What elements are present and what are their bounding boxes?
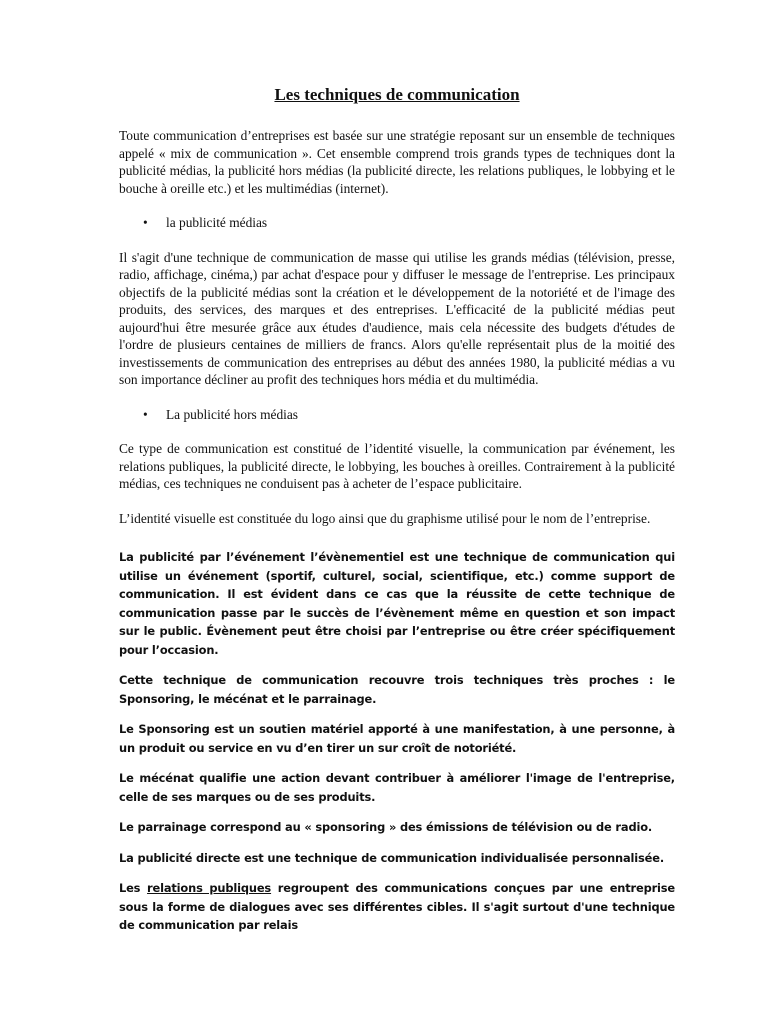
intro-paragraph: Toute communication d’entreprises est basée sur une stratégie reposant sur un ensemble de techniques appelé « mix de communication ». Cet ensemble comprend trois grands types de techniques dont la publicité médias, la publicité hors médias (la publicité directe, les relations publiques, le lobbying et le bouche à oreille etc.) et les multimédias (internet). bbox=[119, 128, 675, 196]
document-page bbox=[119, 84, 675, 947]
relations-prefix: Les bbox=[119, 881, 148, 895]
bullet-item-publicite-medias bbox=[119, 214, 675, 232]
bullet-dot-icon: • bbox=[143, 406, 148, 422]
bullet-list bbox=[119, 214, 675, 232]
paragraph-publicite-medias: Il s'agit d'une technique de communication de masse qui utilise les grands médias (télévision, presse, radio, affichage, cinéma,) par achat d'espace pour y diffuser le message de l'entreprise. Les principaux objectifs de la publicité médias sont la création et le développement de la notoriété et de l'image des produits, des services, des marques et des entreprises. L'efficacité de la publicité médias peut aujourd'hui être mesurée grâce aux études d'audience, mais cela nécessite des budgets d'études de l'ordre de plusieurs centaines de milliers de francs. Alors qu'elle représentait plus de la moitié des investissements de communication des entreprises au début des années 1980, la publicité médias a vu son importance décliner au profit des techniques hors média et du multimédia. bbox=[119, 249, 675, 387]
paragraph-relations-publiques bbox=[119, 879, 675, 935]
paragraph-evenementiel: La publicité par l’événement l’évènementiel est une technique de communication qui utilise un événement (sportif, culturel, social, scientifique, etc.) comme support de communication. Il est évident dans ce cas que la réussite de cette technique de communication passe par le succès de l’évènement même en question et son impact sur le public. Évènement peut être choisi par l’entreprise ou être créer spécifiquement pour l’occasion. bbox=[119, 550, 675, 657]
bullet-dot-icon: • bbox=[143, 215, 148, 230]
bullet-item-publicite-hors-medias bbox=[119, 406, 675, 424]
bullet-list bbox=[119, 406, 675, 424]
paragraph-trois-techniques: Cette technique de communication recouvre trois techniques très proches : le Sponsoring, le mécénat et le parrainage. bbox=[119, 673, 675, 706]
paragraph-parrainage: Le parrainage correspond au « sponsoring » des émissions de télévision ou de radio. bbox=[119, 820, 653, 834]
document-title: Les techniques de communication bbox=[274, 85, 520, 104]
relations-rest: regroupent des communications conçues par une entreprise sous la forme de dialogues avec ses différentes cibles. Il s'agit surtout d'une technique de communication par relais bbox=[119, 881, 675, 932]
paragraph-mecenat: Le mécénat qualifie une action devant contribuer à améliorer l'image de l'entreprise, celle de ses marques ou de ses produits. bbox=[119, 771, 675, 804]
paragraph-sponsoring: Le Sponsoring est un soutien matériel apporté à une manifestation, à une personne, à un produit ou service en vu d’en tirer un sur croît de notoriété. bbox=[119, 722, 675, 755]
paragraph-identite-visuelle: L’identité visuelle est constituée du logo ainsi que du graphisme utilisé pour le nom de l’entreprise. bbox=[119, 510, 651, 526]
paragraph-publicite-directe: La publicité directe est une technique de communication individualisée personnalisée. bbox=[119, 850, 664, 865]
relations-publiques-link[interactable]: relations publiques bbox=[147, 881, 272, 895]
bullet-label: la publicité médias bbox=[166, 215, 268, 230]
paragraph-hors-medias: Ce type de communication est constitué de l’identité visuelle, la communication par événement, les relations publiques, la publicité directe, le lobbying, les bouches à oreilles. Contrairement à la publicité médias, ces techniques ne conduisent pas à acheter de l’espace publicitaire. bbox=[119, 441, 675, 491]
bullet-label: La publicité hors médias bbox=[166, 406, 299, 422]
